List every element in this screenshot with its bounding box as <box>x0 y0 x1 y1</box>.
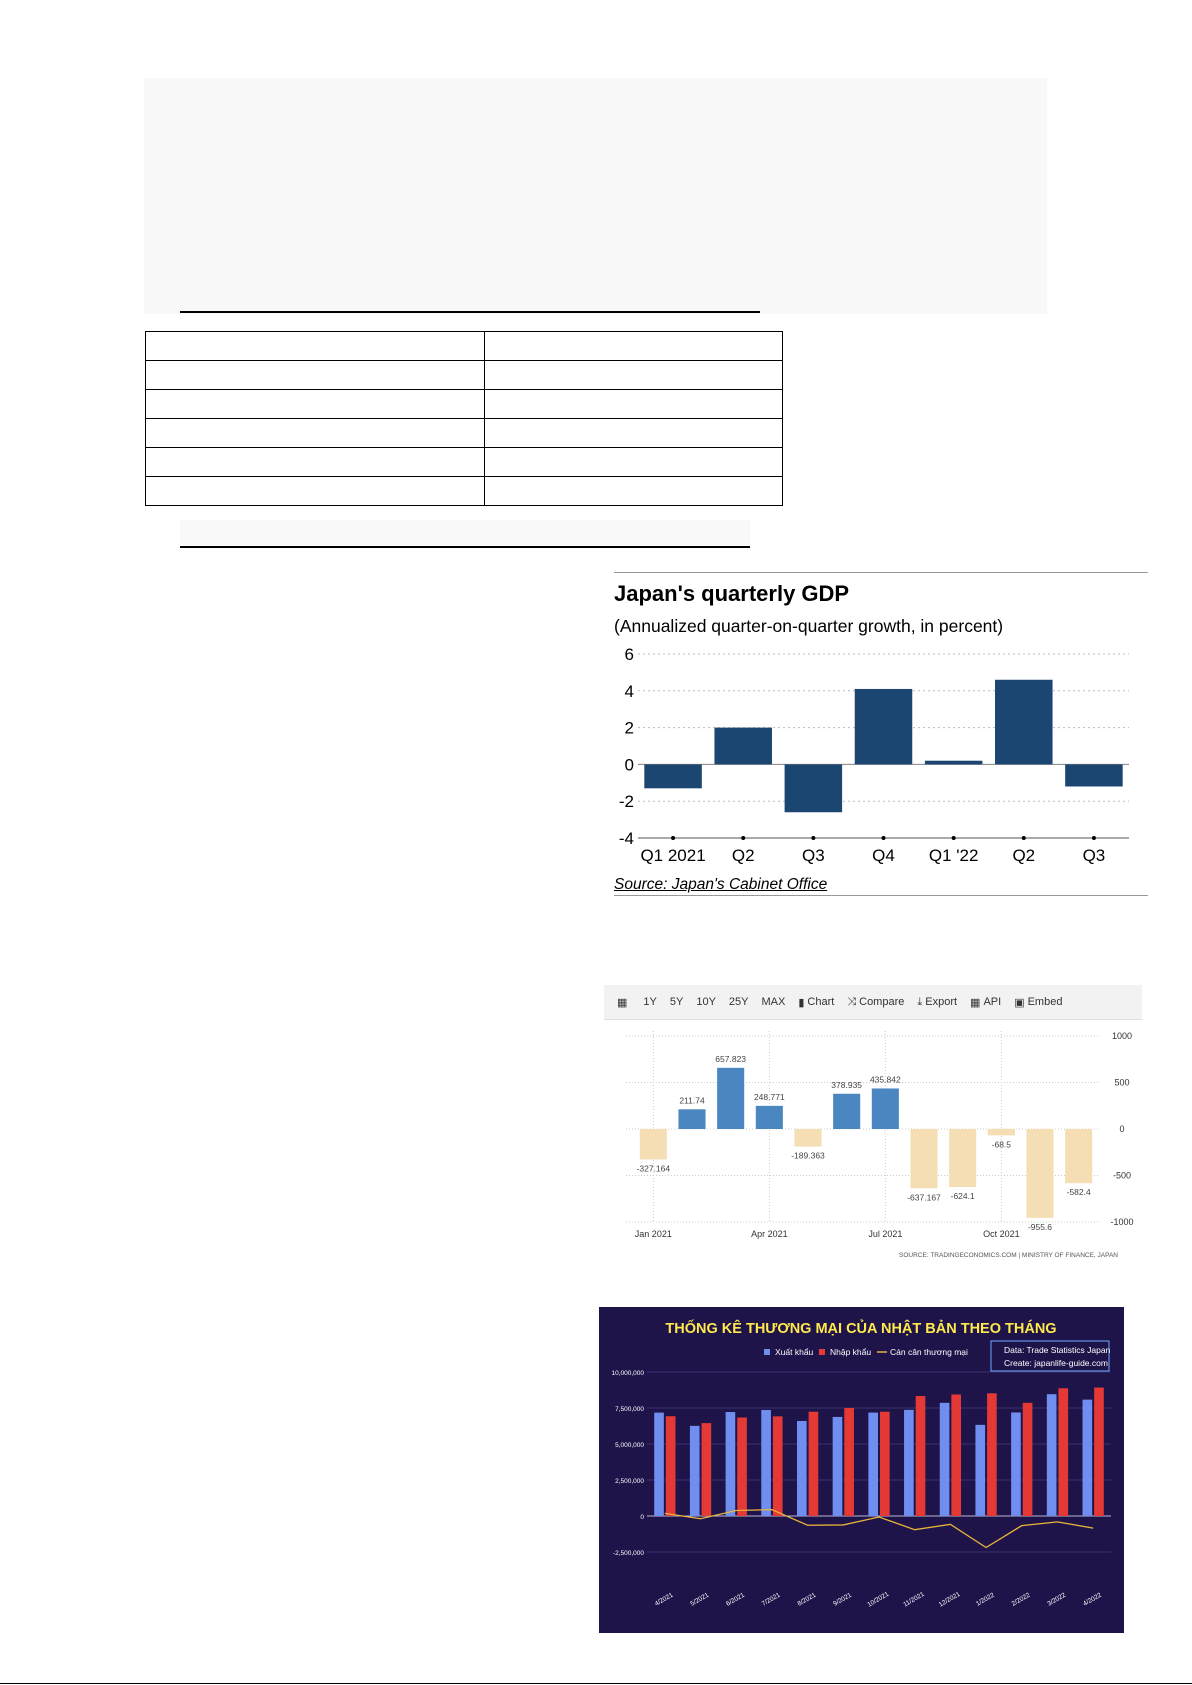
x-tick-label: 3/2022 <box>1046 1591 1068 1608</box>
gdp-bar <box>1065 764 1123 786</box>
table-cell <box>485 361 783 390</box>
image-icon: ▣ <box>1014 996 1025 1009</box>
toolbar-item-export[interactable] <box>917 996 957 1009</box>
chart-title: Japan's quarterly GDP <box>614 581 850 606</box>
import-bar <box>987 1393 997 1516</box>
toolbar-item-label: Chart <box>807 996 835 1008</box>
y-tick-label: 2 <box>624 718 634 738</box>
chart-source: SOURCE: TRADINGECONOMICS.COM | MINISTRY OF FINANCE, JAPAN <box>899 1252 1118 1259</box>
toolbar-item-label: MAX <box>761 996 786 1008</box>
calendar-icon: ▦ <box>617 996 628 1009</box>
y-tick-label: 6 <box>624 645 634 664</box>
gdp-bar <box>995 680 1053 765</box>
table-cell <box>146 361 485 390</box>
data-label: -68.5 <box>991 1139 1012 1150</box>
trade-balance-bar <box>910 1129 937 1188</box>
trade-balance-bar <box>1065 1129 1092 1183</box>
x-tick-label: 12/2021 <box>937 1590 962 1609</box>
download-icon: ⤓ <box>917 995 923 1008</box>
toolbar-item-max[interactable] <box>762 996 786 1008</box>
import-bar <box>880 1412 890 1516</box>
x-tick-label: Jul 2021 <box>868 1229 903 1239</box>
x-tick-label: 10/2021 <box>866 1590 891 1609</box>
x-tick-label: Q2 <box>731 846 755 865</box>
y-tick-label: 2,500,000 <box>615 1478 644 1485</box>
x-tick-dot <box>671 836 675 840</box>
x-tick-dot <box>952 836 956 840</box>
legend-swatch <box>819 1349 825 1355</box>
trade-balance-bar <box>717 1068 744 1129</box>
legend-label: Cán cân thương mại <box>890 1347 968 1357</box>
trade-balance-bar <box>756 1106 783 1129</box>
import-bar <box>1023 1403 1033 1516</box>
data-label: -637.167 <box>907 1192 941 1203</box>
import-bar <box>916 1396 926 1516</box>
legend-swatch <box>764 1349 770 1355</box>
y-tick-label: -1000 <box>1110 1217 1134 1227</box>
y-tick-label: 0 <box>640 1514 644 1521</box>
gdp-bar <box>855 689 913 764</box>
table-cell <box>485 390 783 419</box>
x-tick-label: 5/2021 <box>689 1591 711 1608</box>
x-tick-label: 8/2021 <box>796 1591 818 1608</box>
export-bar <box>1047 1394 1057 1516</box>
trade-balance-bar <box>1026 1129 1053 1218</box>
gdp-bar <box>644 764 702 788</box>
table-row <box>146 419 783 448</box>
export-bar <box>975 1425 985 1516</box>
table-cell <box>146 390 485 419</box>
toolbar-item-chart[interactable] <box>798 996 834 1009</box>
trade-balance-bar <box>678 1109 705 1129</box>
chart-subtitle: (Annualized quarter-on-quarter growth, in percent) <box>614 616 1004 636</box>
x-tick-label: Apr 2021 <box>751 1229 788 1239</box>
export-bar <box>654 1413 664 1516</box>
table-cell <box>146 477 485 506</box>
trade-balance-bar <box>872 1088 899 1129</box>
y-tick-label: 5,000,000 <box>615 1442 644 1449</box>
y-tick-label: 10,000,000 <box>611 1370 644 1377</box>
page-bottom-rule <box>0 1683 1192 1684</box>
x-tick-label: 11/2021 <box>902 1590 926 1609</box>
toolbar-item-label: 1Y <box>643 996 657 1008</box>
y-tick-label: 500 <box>1114 1077 1130 1088</box>
toolbar-item-25y[interactable] <box>729 996 749 1008</box>
export-bar <box>761 1410 771 1516</box>
y-tick-label: 1000 <box>1111 1031 1133 1041</box>
x-tick-label: 6/2021 <box>725 1591 746 1608</box>
data-label: 248.771 <box>753 1091 785 1102</box>
import-bar <box>951 1394 961 1516</box>
export-bar <box>868 1413 878 1516</box>
data-label: -327.164 <box>636 1163 671 1174</box>
x-tick-dot <box>1092 836 1096 840</box>
gdp-chart <box>614 572 1148 896</box>
monthly-trade-plot <box>599 1307 1124 1633</box>
x-tick-dot <box>811 836 815 840</box>
y-tick-label: -2,500,000 <box>612 1550 644 1557</box>
x-tick-label: 9/2021 <box>832 1591 853 1608</box>
import-bar <box>773 1416 783 1516</box>
x-tick-label: 4/2022 <box>1082 1591 1103 1608</box>
export-bar <box>940 1403 950 1516</box>
chart-toolbar <box>604 985 1142 1020</box>
table-cell <box>485 448 783 477</box>
toolbar-item-calendar-icon[interactable] <box>617 996 630 1009</box>
x-tick-dot <box>1022 836 1026 840</box>
gdp-bar <box>925 761 983 765</box>
bar-chart-icon: ▮ <box>798 996 805 1009</box>
y-tick-label: -2 <box>618 792 634 812</box>
section-divider <box>180 311 760 313</box>
trade-balance-bar <box>794 1129 821 1147</box>
y-tick-label: -4 <box>618 829 634 848</box>
data-label: -189.363 <box>791 1150 825 1161</box>
export-bar <box>1011 1412 1021 1516</box>
gdp-bar <box>785 764 843 812</box>
legend-label: Xuất khẩu <box>775 1347 814 1357</box>
chart-bottom-rule <box>614 895 1148 896</box>
table-cell <box>146 332 485 361</box>
trade-balance-bar <box>640 1129 667 1159</box>
table-row <box>146 448 783 477</box>
caption-band <box>180 520 750 545</box>
toolbar-item-1y[interactable] <box>643 996 656 1008</box>
trade-balance-widget <box>604 985 1142 1275</box>
header-placeholder-box <box>144 78 1047 314</box>
toolbar-item-label: 25Y <box>728 996 749 1008</box>
export-bar <box>797 1421 807 1516</box>
toolbar-item-10y[interactable] <box>696 996 716 1008</box>
x-tick-dot <box>741 836 745 840</box>
toolbar-item-5y[interactable] <box>670 996 683 1008</box>
x-tick-label: Oct 2021 <box>983 1229 1020 1239</box>
export-bar <box>904 1410 914 1516</box>
import-bar <box>844 1408 854 1516</box>
trade-balance-bar <box>988 1129 1015 1135</box>
gdp-chart-plot <box>614 642 1148 874</box>
import-bar <box>737 1418 747 1516</box>
grid-icon: ▦ <box>970 996 981 1009</box>
table-cell <box>485 332 783 361</box>
x-tick-label: Q1 '22 <box>928 846 979 865</box>
toolbar-item-label: 5Y <box>669 996 684 1008</box>
x-tick-label: Q3 <box>1082 846 1106 865</box>
table-cell <box>485 477 783 506</box>
import-bar <box>666 1416 676 1516</box>
import-bar <box>702 1423 712 1516</box>
table-cell <box>146 419 485 448</box>
x-tick-label: Jan 2021 <box>634 1229 672 1239</box>
x-tick-label: 4/2021 <box>653 1591 675 1608</box>
x-tick-label: 1/2022 <box>974 1591 996 1608</box>
y-tick-label: 4 <box>624 681 634 701</box>
y-tick-label: -500 <box>1112 1170 1132 1181</box>
chart-top-rule <box>614 572 1148 573</box>
table-row <box>146 390 783 419</box>
export-bar <box>833 1417 843 1516</box>
y-tick-label: 7,500,000 <box>615 1406 644 1413</box>
data-label: -582.4 <box>1066 1187 1091 1198</box>
export-bar <box>1083 1400 1093 1516</box>
table-row <box>146 361 783 390</box>
toolbar-item-compare[interactable] <box>847 996 904 1009</box>
toolbar-item-label: API <box>983 996 1002 1008</box>
toolbar-item-label: 10Y <box>696 996 716 1008</box>
x-tick-label: Q3 <box>802 846 825 865</box>
import-bar <box>809 1412 819 1516</box>
table-row <box>146 332 783 361</box>
export-bar <box>726 1412 736 1516</box>
legend-label: Nhập khẩu <box>830 1347 872 1357</box>
gdp-bar <box>714 728 772 765</box>
data-label: 435.842 <box>869 1074 901 1085</box>
x-tick-dot <box>882 836 886 840</box>
x-tick-label: Q2 <box>1012 846 1036 865</box>
toolbar-item-api[interactable] <box>970 996 1001 1009</box>
data-label: 657.823 <box>715 1053 747 1064</box>
data-label: -955.6 <box>1027 1221 1053 1232</box>
x-tick-label: 2/2022 <box>1010 1591 1032 1608</box>
import-bar <box>1058 1388 1068 1516</box>
section-divider <box>180 546 750 548</box>
info-line: Create: japanlife-guide.com <box>1004 1358 1108 1368</box>
data-table <box>145 331 783 506</box>
x-tick-label: 7/2021 <box>760 1591 782 1608</box>
trade-balance-bar <box>833 1094 860 1129</box>
export-bar <box>690 1426 700 1516</box>
x-tick-label: Q1 2021 <box>640 846 706 865</box>
data-label: 378.935 <box>831 1079 863 1090</box>
chart-title: THỐNG KÊ THƯƠNG MẠI CỦA NHẬT BẢN THEO THÁNG <box>665 1321 1057 1337</box>
table-cell <box>146 448 485 477</box>
toolbar-item-embed[interactable] <box>1014 996 1062 1009</box>
info-line: Data: Trade Statistics Japan <box>1004 1345 1111 1355</box>
toolbar-item-label: Export <box>925 996 958 1008</box>
data-label: 211.74 <box>679 1095 705 1106</box>
data-label: -624.1 <box>950 1191 975 1202</box>
y-tick-label: 0 <box>1119 1124 1125 1134</box>
table-cell <box>485 419 783 448</box>
y-tick-label: 0 <box>624 755 634 775</box>
trade-balance-bar <box>949 1129 976 1187</box>
import-bar <box>1094 1388 1104 1516</box>
monthly-trade-chart <box>599 1307 1124 1633</box>
toolbar-item-label: Embed <box>1027 996 1063 1008</box>
table-row <box>146 477 783 506</box>
trade-balance-plot <box>604 1019 1142 1275</box>
x-tick-label: Q4 <box>872 846 895 865</box>
chart-source: Source: Japan's Cabinet Office <box>614 876 828 893</box>
shuffle-icon: ⤨ <box>847 995 857 1008</box>
toolbar-item-label: Compare <box>859 996 905 1008</box>
